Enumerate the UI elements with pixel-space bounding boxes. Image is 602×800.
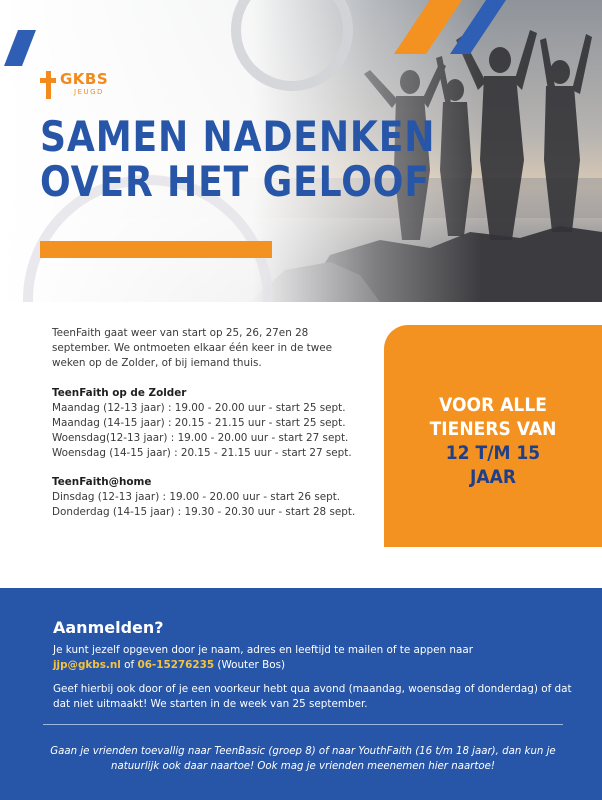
friends-note: Gaan je vrienden toevallig naar TeenBasic (groep 8) of naar YouthFaith (16 t/m 18 jaar), dan kun je natuurlijk ook daar naartoe! Ook mag je vrienden meenemen hier naartoe!: [50, 746, 556, 772]
zolder-title: TeenFaith op de Zolder: [52, 387, 187, 399]
schedule-row: Maandag (14-15 jaar) : 20.15 - 21.15 uur - start 25 sept.: [52, 417, 346, 429]
schedule-info: [52, 326, 372, 520]
schedule-row: Maandag (12-13 jaar) : 19.00 - 20.00 uur - start 25 sept.: [52, 402, 346, 414]
promo-line-4: JAAR: [469, 466, 516, 488]
schedule-row: Donderdag (14-15 jaar) : 19.30 - 20.30 uur - start 28 sept.: [52, 506, 356, 518]
contact-name: (Wouter Bos): [214, 659, 286, 671]
signup-text: Je kunt jezelf opgeven door je naam, adres en leeftijd te mailen of te appen naar: [53, 644, 473, 656]
logo-subtitle: JEUGD: [74, 88, 104, 96]
schedule-row: Woensdag (14-15 jaar) : 20.15 - 21.15 uur - start 27 sept.: [52, 447, 352, 459]
or-text: of: [120, 659, 138, 671]
signup-section: [0, 588, 602, 800]
schedule-row: Dinsdag (12-13 jaar) : 19.00 - 20.00 uur - start 26 sept.: [52, 491, 341, 503]
orange-accent-bar: [40, 241, 272, 258]
headline-line-1: SAMEN NADENKEN: [40, 112, 436, 161]
intro-line-1: TeenFaith gaat weer van start op 25, 26, 27en 28: [52, 327, 309, 339]
promo-line-1: VOOR ALLE: [439, 394, 547, 416]
headline: [40, 114, 480, 204]
hero-section: [0, 0, 602, 302]
promo-line-3: 12 T/M 15: [445, 442, 541, 464]
signup-paragraph: [53, 643, 573, 673]
headline-line-2: OVER HET GELOOF: [40, 157, 430, 206]
home-title: TeenFaith@home: [52, 476, 152, 488]
intro-line-2: september. We ontmoeten elkaar één keer in de twee: [52, 342, 333, 354]
email-link[interactable]: jjp@gkbs.nl: [53, 659, 121, 671]
logo-name: GKBS: [60, 70, 109, 88]
signup-title: Aanmelden?: [53, 618, 164, 637]
preference-paragraph: Geef hierbij ook door of je een voorkeur hebt qua avond (maandag, woensdag of donderdag) of dat dat niet uitmaakt! We starten in de week van 25 september.: [53, 683, 572, 710]
gkbs-logo: [40, 71, 108, 101]
intro-paragraph: [52, 326, 372, 371]
age-promo-box: [384, 325, 602, 547]
phone-link[interactable]: 06-15276235: [137, 659, 215, 671]
schedule-row: Woensdag(12-13 jaar) : 19.00 - 20.00 uur - start 27 sept.: [52, 432, 349, 444]
cross-icon: [40, 71, 58, 101]
intro-line-3: weken op de Zolder, of bij iemand thuis.: [52, 357, 262, 369]
divider: [43, 724, 563, 725]
promo-line-2: TIENERS VAN: [429, 418, 557, 440]
